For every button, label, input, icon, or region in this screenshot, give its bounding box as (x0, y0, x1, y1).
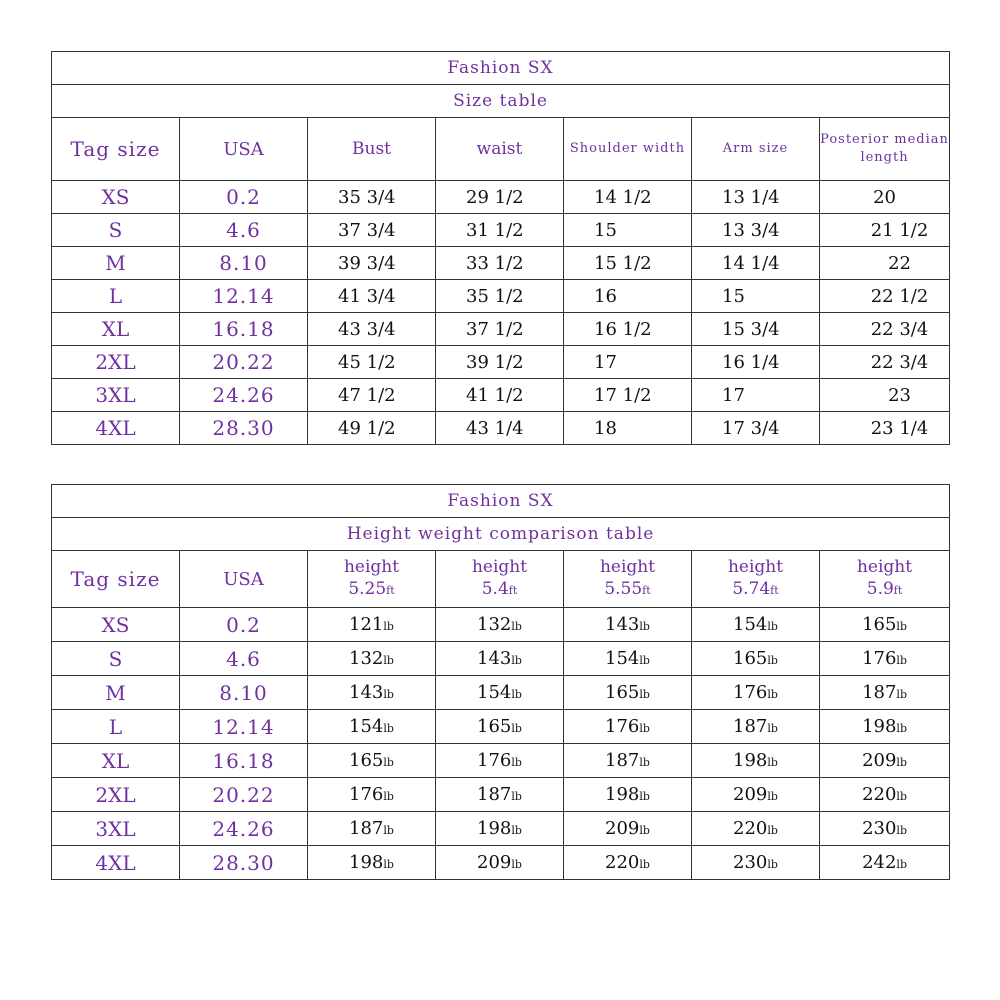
weight-value: 209 (605, 818, 640, 839)
cell-arm-size: 15 3/4 (692, 313, 820, 346)
cell-weight (692, 642, 820, 676)
height-label: height (471, 557, 528, 577)
cell-weight (564, 676, 692, 710)
cell-waist: 41 1/2 (436, 379, 564, 412)
height-unit: ft (386, 584, 395, 597)
table-row (52, 812, 950, 846)
cell-usa: 24.26 (180, 812, 308, 846)
cell-tag-size: L (52, 280, 180, 313)
weight-unit: lb (511, 688, 522, 701)
weight-value: 198 (477, 818, 512, 839)
cell-weight (692, 846, 820, 880)
weight-value: 230 (862, 818, 897, 839)
cell-weight (436, 642, 564, 676)
weight-unit: lb (896, 688, 907, 701)
height-label: height (856, 557, 913, 577)
height-value: 5.4 (481, 579, 509, 599)
header-height (692, 551, 820, 608)
cell-weight (692, 778, 820, 812)
weight-value: 165 (349, 750, 384, 771)
weight-unit: lb (511, 790, 522, 803)
cell-shoulder-width: 15 1/2 (564, 247, 692, 280)
cell-posterior-median-length: 20 (820, 181, 950, 214)
header-height (436, 551, 564, 608)
table-row (52, 247, 950, 280)
weight-value: 176 (733, 682, 768, 703)
cell-weight (436, 812, 564, 846)
weight-unit: lb (383, 688, 394, 701)
cell-usa: 12.14 (180, 710, 308, 744)
table-row (52, 846, 950, 880)
size-table (51, 51, 950, 445)
height-label: height (599, 557, 656, 577)
cell-arm-size: 13 3/4 (692, 214, 820, 247)
height-unit: ft (893, 584, 903, 597)
table-row (52, 379, 950, 412)
cell-weight (820, 608, 950, 642)
weight-value: 187 (733, 716, 768, 737)
weight-value: 143 (605, 614, 640, 635)
weight-unit: lb (896, 654, 907, 667)
cell-weight (820, 778, 950, 812)
weight-value: 132 (477, 614, 512, 635)
cell-bust: 39 3/4 (308, 247, 436, 280)
cell-posterior-median-length: 22 3/4 (820, 346, 950, 379)
cell-arm-size: 13 1/4 (692, 181, 820, 214)
weight-unit: lb (383, 790, 394, 803)
cell-weight (436, 676, 564, 710)
header-height (820, 551, 950, 608)
header-usa: USA (180, 551, 308, 608)
height-label: height (343, 557, 400, 577)
height-value: 5.74 (732, 579, 771, 599)
cell-waist: 37 1/2 (436, 313, 564, 346)
weight-unit: lb (639, 722, 650, 735)
weight-unit: lb (511, 620, 522, 633)
cell-bust: 37 3/4 (308, 214, 436, 247)
cell-usa: 8.10 (180, 247, 308, 280)
cell-weight (436, 778, 564, 812)
weight-value: 176 (605, 716, 640, 737)
cell-tag-size: 3XL (52, 379, 180, 412)
weight-unit: lb (767, 722, 778, 735)
cell-posterior-median-length: 23 (820, 379, 950, 412)
cell-weight (436, 846, 564, 880)
cell-shoulder-width: 16 1/2 (564, 313, 692, 346)
height-value: 5.55 (604, 579, 643, 599)
weight-value: 230 (733, 852, 768, 873)
height-unit: ft (508, 584, 518, 597)
weight-value: 198 (733, 750, 768, 771)
header-waist: waist (436, 118, 564, 181)
cell-weight (692, 608, 820, 642)
header-arm-size: Arm size (692, 118, 820, 181)
cell-weight (692, 812, 820, 846)
cell-weight (436, 608, 564, 642)
cell-bust: 35 3/4 (308, 181, 436, 214)
cell-weight (820, 676, 950, 710)
table-row (52, 710, 950, 744)
cell-arm-size: 16 1/4 (692, 346, 820, 379)
header-height (564, 551, 692, 608)
weight-unit: lb (896, 756, 907, 769)
cell-weight (564, 812, 692, 846)
cell-waist: 35 1/2 (436, 280, 564, 313)
cell-tag-size: 2XL (52, 778, 180, 812)
cell-tag-size: XS (52, 181, 180, 214)
height-weight-table (51, 484, 950, 880)
cell-tag-size: XL (52, 313, 180, 346)
header-tag-size: Tag size (52, 551, 180, 608)
cell-tag-size: S (52, 642, 180, 676)
weight-value: 187 (477, 784, 512, 805)
weight-value: 198 (605, 784, 640, 805)
weight-unit: lb (639, 824, 650, 837)
weight-value: 143 (349, 682, 384, 703)
weight-value: 187 (349, 818, 384, 839)
height-weight-header-row (52, 551, 950, 608)
weight-value: 242 (862, 852, 897, 873)
header-tag-size: Tag size (52, 118, 180, 181)
cell-weight (692, 710, 820, 744)
height-unit: ft (642, 584, 651, 597)
cell-usa: 0.2 (180, 181, 308, 214)
cell-weight (564, 608, 692, 642)
header-usa: USA (180, 118, 308, 181)
cell-bust: 41 3/4 (308, 280, 436, 313)
weight-unit: lb (383, 824, 394, 837)
weight-value: 187 (862, 682, 897, 703)
weight-unit: lb (511, 722, 522, 735)
weight-unit: lb (639, 790, 650, 803)
cell-weight (820, 744, 950, 778)
table-row (52, 676, 950, 710)
cell-arm-size: 17 (692, 379, 820, 412)
cell-usa: 8.10 (180, 676, 308, 710)
cell-posterior-median-length: 22 3/4 (820, 313, 950, 346)
cell-waist: 31 1/2 (436, 214, 564, 247)
cell-arm-size: 17 3/4 (692, 412, 820, 445)
height-weight-table-body (52, 485, 950, 880)
height-label: height (727, 557, 784, 577)
weight-unit: lb (639, 756, 650, 769)
cell-weight (820, 812, 950, 846)
cell-weight (820, 710, 950, 744)
weight-value: 220 (605, 852, 640, 873)
weight-value: 187 (605, 750, 640, 771)
cell-usa: 16.18 (180, 313, 308, 346)
weight-value: 209 (733, 784, 768, 805)
weight-value: 176 (349, 784, 384, 805)
weight-unit: lb (767, 620, 778, 633)
cell-weight (436, 710, 564, 744)
table-row (52, 744, 950, 778)
weight-unit: lb (767, 824, 778, 837)
weight-unit: lb (896, 858, 907, 871)
weight-unit: lb (383, 756, 394, 769)
cell-waist: 29 1/2 (436, 181, 564, 214)
weight-value: 209 (862, 750, 897, 771)
weight-unit: lb (511, 654, 522, 667)
cell-weight (308, 642, 436, 676)
cell-tag-size: XL (52, 744, 180, 778)
weight-value: 176 (862, 648, 897, 669)
header-shoulder-width: Shoulder width (564, 118, 692, 181)
weight-value: 198 (862, 716, 897, 737)
cell-usa: 20.22 (180, 346, 308, 379)
weight-unit: lb (896, 790, 907, 803)
weight-value: 165 (477, 716, 512, 737)
weight-value: 198 (349, 852, 384, 873)
weight-unit: lb (896, 722, 907, 735)
weight-unit: lb (767, 688, 778, 701)
height-weight-table-title: Height weight comparison table (52, 518, 950, 551)
cell-posterior-median-length: 23 1/4 (820, 412, 950, 445)
cell-usa: 4.6 (180, 642, 308, 676)
cell-usa: 28.30 (180, 412, 308, 445)
cell-posterior-median-length: 22 (820, 247, 950, 280)
cell-weight (564, 778, 692, 812)
header-posterior-median-length: Posterior median length (820, 118, 950, 181)
header-height (308, 551, 436, 608)
cell-usa: 20.22 (180, 778, 308, 812)
weight-unit: lb (639, 688, 650, 701)
cell-arm-size: 14 1/4 (692, 247, 820, 280)
weight-unit: lb (383, 654, 394, 667)
weight-value: 165 (862, 614, 897, 635)
cell-weight (564, 846, 692, 880)
weight-value: 121 (349, 614, 384, 635)
table-row (52, 346, 950, 379)
cell-tag-size: 4XL (52, 846, 180, 880)
weight-value: 154 (733, 614, 768, 635)
height-value: 5.25 (348, 579, 387, 599)
height-value: 5.9 (866, 579, 894, 599)
table-row (52, 313, 950, 346)
weight-unit: lb (383, 620, 394, 633)
cell-arm-size: 15 (692, 280, 820, 313)
weight-unit: lb (896, 824, 907, 837)
cell-bust: 45 1/2 (308, 346, 436, 379)
cell-weight (564, 642, 692, 676)
weight-unit: lb (896, 620, 907, 633)
cell-tag-size: XS (52, 608, 180, 642)
weight-unit: lb (383, 722, 394, 735)
cell-usa: 16.18 (180, 744, 308, 778)
table-row (52, 642, 950, 676)
cell-weight (692, 676, 820, 710)
size-table-brand: Fashion SX (52, 52, 950, 85)
weight-unit: lb (639, 620, 650, 633)
cell-shoulder-width: 16 (564, 280, 692, 313)
weight-value: 143 (477, 648, 512, 669)
cell-weight (308, 676, 436, 710)
weight-value: 154 (605, 648, 640, 669)
size-table-body (52, 52, 950, 445)
cell-shoulder-width: 18 (564, 412, 692, 445)
cell-weight (308, 744, 436, 778)
cell-weight (308, 812, 436, 846)
weight-value: 165 (605, 682, 640, 703)
weight-value: 154 (349, 716, 384, 737)
weight-value: 220 (862, 784, 897, 805)
weight-unit: lb (767, 654, 778, 667)
cell-usa: 12.14 (180, 280, 308, 313)
weight-unit: lb (511, 858, 522, 871)
weight-value: 209 (477, 852, 512, 873)
size-table-header-row (52, 118, 950, 181)
cell-shoulder-width: 17 1/2 (564, 379, 692, 412)
cell-waist: 33 1/2 (436, 247, 564, 280)
header-bust: Bust (308, 118, 436, 181)
cell-shoulder-width: 17 (564, 346, 692, 379)
cell-weight (692, 744, 820, 778)
cell-tag-size: 4XL (52, 412, 180, 445)
cell-weight (308, 710, 436, 744)
cell-usa: 28.30 (180, 846, 308, 880)
size-table-title: Size table (52, 85, 950, 118)
weight-unit: lb (383, 858, 394, 871)
cell-waist: 39 1/2 (436, 346, 564, 379)
cell-weight (308, 778, 436, 812)
table-row (52, 280, 950, 313)
cell-tag-size: 2XL (52, 346, 180, 379)
weight-unit: lb (639, 858, 650, 871)
cell-shoulder-width: 15 (564, 214, 692, 247)
weight-value: 154 (477, 682, 512, 703)
height-weight-table-brand: Fashion SX (52, 485, 950, 518)
cell-weight (564, 744, 692, 778)
weight-unit: lb (767, 858, 778, 871)
weight-unit: lb (511, 824, 522, 837)
cell-weight (820, 846, 950, 880)
cell-tag-size: L (52, 710, 180, 744)
cell-weight (308, 846, 436, 880)
table-row (52, 608, 950, 642)
table-row (52, 778, 950, 812)
weight-unit: lb (511, 756, 522, 769)
cell-weight (308, 608, 436, 642)
weight-unit: lb (639, 654, 650, 667)
cell-weight (436, 744, 564, 778)
weight-unit: lb (767, 756, 778, 769)
cell-bust: 47 1/2 (308, 379, 436, 412)
cell-posterior-median-length: 21 1/2 (820, 214, 950, 247)
cell-waist: 43 1/4 (436, 412, 564, 445)
weight-unit: lb (767, 790, 778, 803)
cell-usa: 0.2 (180, 608, 308, 642)
cell-tag-size: M (52, 247, 180, 280)
cell-tag-size: S (52, 214, 180, 247)
cell-usa: 24.26 (180, 379, 308, 412)
table-row (52, 412, 950, 445)
cell-shoulder-width: 14 1/2 (564, 181, 692, 214)
table-row (52, 181, 950, 214)
weight-value: 220 (733, 818, 768, 839)
weight-value: 165 (733, 648, 768, 669)
cell-bust: 43 3/4 (308, 313, 436, 346)
cell-usa: 4.6 (180, 214, 308, 247)
weight-value: 132 (349, 648, 384, 669)
cell-weight (820, 642, 950, 676)
weight-value: 176 (477, 750, 512, 771)
height-unit: ft (770, 584, 779, 597)
cell-tag-size: 3XL (52, 812, 180, 846)
cell-posterior-median-length: 22 1/2 (820, 280, 950, 313)
cell-bust: 49 1/2 (308, 412, 436, 445)
table-row (52, 214, 950, 247)
cell-weight (564, 710, 692, 744)
cell-tag-size: M (52, 676, 180, 710)
